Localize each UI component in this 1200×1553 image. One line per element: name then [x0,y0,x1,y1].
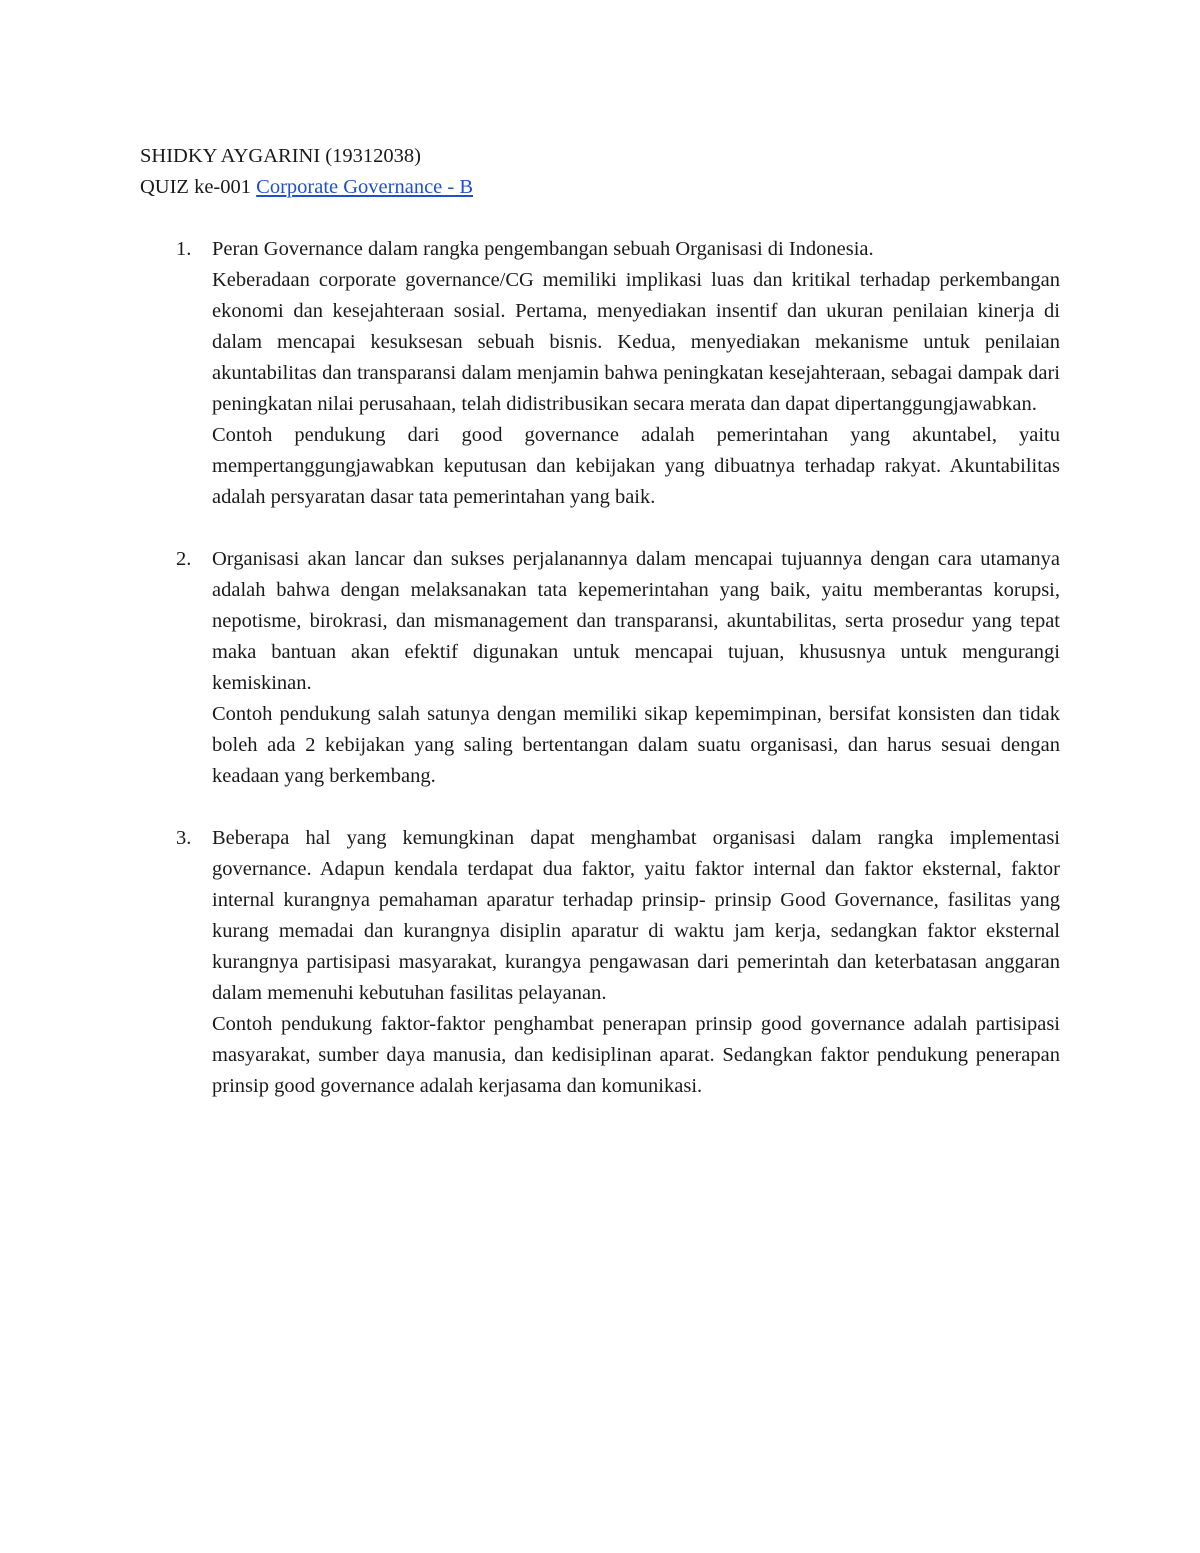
answer-number: 2. [176,548,192,570]
quiz-title [140,172,1060,203]
answer-number: 1. [176,238,192,260]
answer-example: Contoh pendukung salah satunya dengan memiliki sikap kepemimpinan, bersifat konsisten dan tidak boleh ada 2 kebijakan yang saling bertentangan dalam suatu organisasi, dan harus sesuai dengan keadaan yang berkembang. [212,703,1060,787]
answer-item-3 [140,823,1060,1102]
answer-item-1 [140,234,1060,513]
answer-number: 3. [176,827,192,849]
document-page [140,141,1060,1133]
answer-question: Peran Governance dalam rangka pengembangan sebuah Organisasi di Indonesia. [212,238,874,260]
answer-list [140,234,1060,1102]
answer-paragraph: Keberadaan corporate governance/CG memiliki implikasi luas dan kritikal terhadap perkembangan ekonomi dan kesejahteraan sosial. Pertama, menyediakan insentif dan ukuran penilaian kinerja di dalam mencapai kesuksesan sebuah bisnis. Kedua, menyediakan mekanisme untuk penilaian akuntabilitas dan transparansi dalam menjamin bahwa peningkatan kesejahteraan, sebagai dampak dari peningkatan nilai perusahaan, telah didistribusikan secara merata dan dapat dipertanggungjawabkan. [212,269,1060,415]
answer-paragraph: Beberapa hal yang kemungkinan dapat menghambat organisasi dalam rangka implementasi governance. Adapun kendala terdapat dua faktor, yaitu faktor internal dan faktor eksternal, faktor internal kurangnya pemahaman aparatur terhadap prinsip- prinsip Good Governance, fasilitas yang kurang memadai dan kurangnya disiplin aparatur di waktu jam kerja, sedangkan faktor eksternal kurangnya partisipasi masyarakat, kurangya pengawasan dari pemerintah dan keterbatasan anggaran dalam memenuhi kebutuhan fasilitas pelayanan. [212,827,1060,1004]
answer-item-2 [140,544,1060,792]
answer-example: Contoh pendukung dari good governance adalah pemerintahan yang akuntabel, yaitu mempertanggungjawabkan keputusan dan kebijakan yang dibuatnya terhadap rakyat. Akuntabilitas adalah persyaratan dasar tata pemerintahan yang baik. [212,424,1060,508]
course-link[interactable]: Corporate Governance - B [256,176,474,198]
student-name: SHIDKY AYGARINI (19312038) [140,145,421,167]
answer-paragraph: Organisasi akan lancar dan sukses perjalanannya dalam mencapai tujuannya dengan cara utamanya adalah bahwa dengan melaksanakan tata kepemerintahan yang baik, yaitu memberantas korupsi, nepotisme, birokrasi, dan mismanagement dan transparansi, akuntabilitas, serta prosedur yang tepat maka bantuan akan efektif digunakan untuk mencapai tujuan, khususnya untuk mengurangi kemiskinan. [212,548,1060,694]
answer-example: Contoh pendukung faktor-faktor penghambat penerapan prinsip good governance adalah partisipasi masyarakat, sumber daya manusia, dan kedisiplinan aparat. Sedangkan faktor pendukung penerapan prinsip good governance adalah kerjasama dan komunikasi. [212,1013,1060,1097]
quiz-label: QUIZ ke-001 [140,176,257,198]
